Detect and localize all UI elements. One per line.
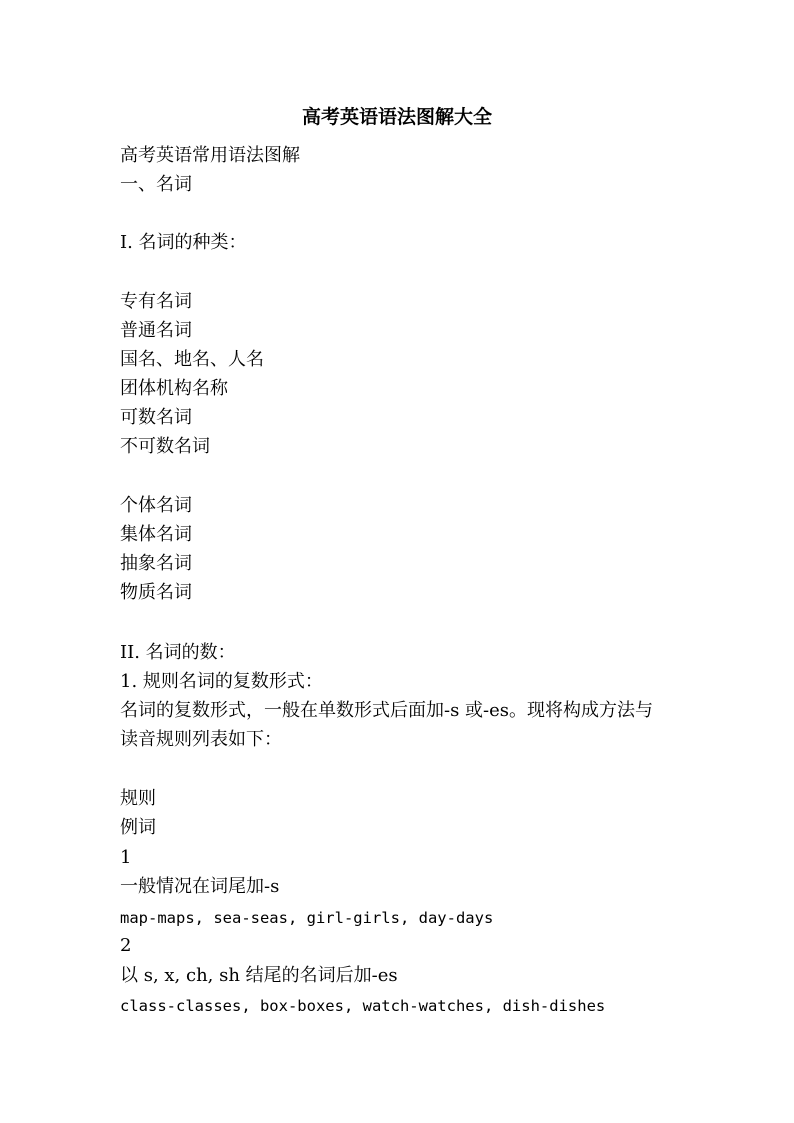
paragraph-line: 名词的复数形式，一般在单数形式后面加-s 或-es。现将构成方法与	[120, 700, 654, 721]
part-heading-noun-types: I. 名词的种类：	[120, 232, 247, 253]
section-heading: 一、名词	[120, 174, 192, 195]
table-header-cell: 规则	[120, 788, 156, 809]
noun-type-item: 普通名词	[120, 320, 192, 341]
noun-type-item: 国名、地名、人名	[120, 349, 264, 370]
noun-type-item: 集体名词	[120, 524, 192, 545]
row-number: 2	[120, 935, 132, 956]
rule-heading: 1. 规则名词的复数形式：	[120, 671, 323, 692]
noun-type-item: 个体名词	[120, 495, 192, 516]
noun-type-item: 团体机构名称	[120, 378, 228, 399]
row-number: 1	[120, 847, 132, 868]
table-header-cell: 例词	[120, 817, 156, 838]
noun-type-item: 抽象名词	[120, 553, 192, 574]
row-rule: 一般情况在词尾加-s	[120, 876, 280, 897]
document-subtitle: 高考英语常用语法图解	[120, 145, 300, 166]
noun-type-item: 专有名词	[120, 291, 192, 312]
row-examples: map-maps, sea-seas, girl-girls, day-days	[120, 909, 494, 927]
document-title: 高考英语语法图解大全	[301, 106, 492, 128]
part-heading-noun-number: II. 名词的数：	[120, 642, 236, 663]
row-rule: 以 s, x, ch, sh 结尾的名词后加-es	[120, 965, 398, 986]
row-examples: class-classes, box-boxes, watch-watches, dish-dishes	[120, 997, 606, 1015]
noun-type-item: 物质名词	[120, 582, 192, 603]
noun-type-item: 可数名词	[120, 407, 192, 428]
paragraph-line: 读音规则列表如下：	[120, 729, 282, 750]
noun-type-item: 不可数名词	[120, 436, 210, 457]
